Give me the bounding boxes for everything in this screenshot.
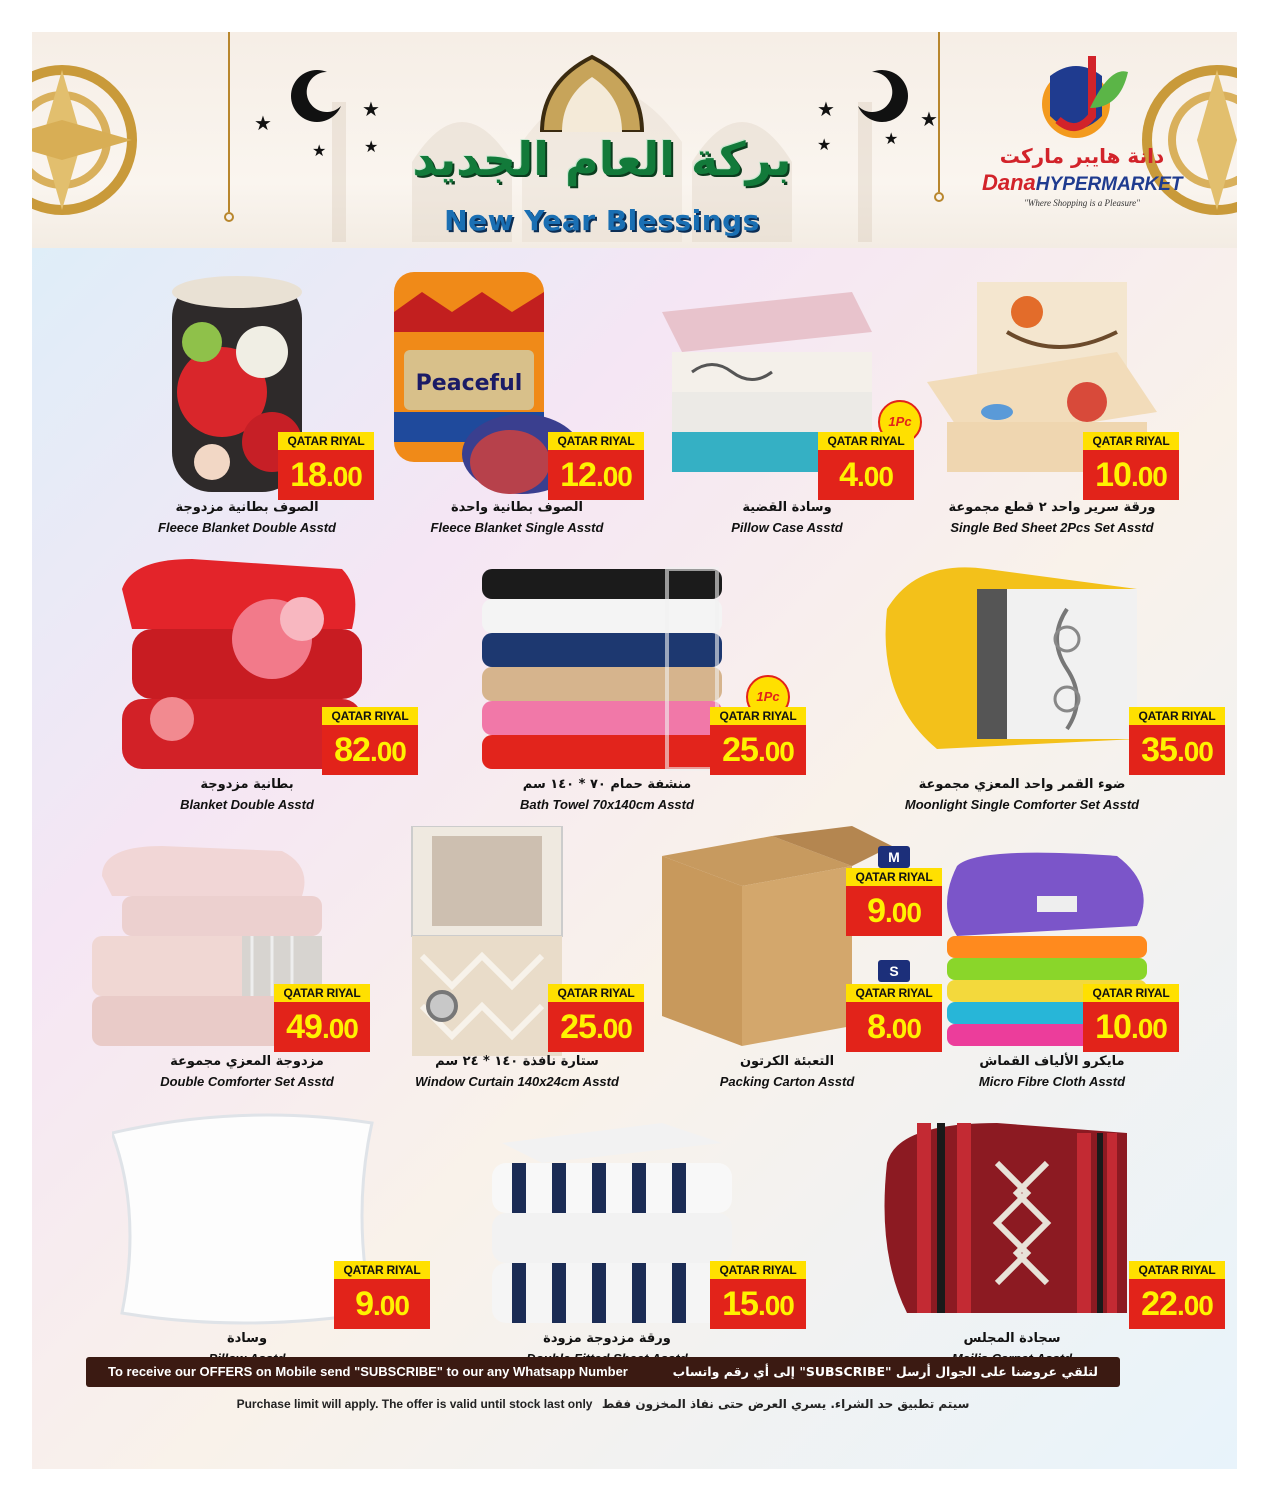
product-card[interactable] [102, 272, 392, 548]
currency-label: QATAR RIYAL [334, 1261, 430, 1279]
price-integer: 12 [560, 456, 596, 494]
currency-label: QATAR RIYAL [1129, 707, 1225, 725]
product-name-arabic: بطانية مزدوجة [200, 777, 294, 792]
price-integer: 8 [867, 1008, 885, 1046]
price-decimal: .00 [757, 736, 794, 767]
gold-ornament-icon [32, 42, 152, 238]
price-tag [278, 432, 374, 500]
product-name-arabic: الصوف بطانية واحدة [450, 500, 584, 515]
currency-label: QATAR RIYAL [274, 984, 370, 1002]
star-icon: ★ [817, 99, 835, 121]
price-decimal: .00 [884, 897, 921, 928]
price-value [278, 450, 374, 500]
currency-label: QATAR RIYAL [278, 432, 374, 450]
price-decimal: .00 [595, 461, 632, 492]
product-card[interactable] [642, 826, 932, 1102]
product-name-arabic: ورقة مزدوجة مزودة [543, 1331, 671, 1346]
price-value [710, 725, 806, 775]
price-integer: 82 [334, 731, 370, 769]
star-icon: ★ [362, 99, 380, 121]
price-tag [548, 432, 644, 500]
price-value [818, 450, 914, 500]
hanging-ring-icon [224, 212, 234, 222]
store-logo [982, 46, 1182, 246]
product-card[interactable] [867, 549, 1216, 825]
price-integer: 25 [560, 1008, 596, 1046]
header-banner [32, 32, 1237, 248]
price-tag [322, 707, 418, 775]
star-icon: ★ [254, 113, 272, 135]
star-icon: ★ [364, 139, 379, 156]
product-name-arabic: التعبئة الكرتون [739, 1054, 835, 1069]
purchase-limit-note [86, 1393, 1120, 1415]
price-integer: 9 [867, 892, 885, 930]
product-card[interactable] [102, 1103, 421, 1379]
product-card[interactable] [907, 826, 1197, 1102]
product-name-english: Blanket Double Asstd [180, 797, 314, 812]
price-tag [818, 432, 914, 500]
price-tag [1129, 707, 1225, 775]
star-icon: ★ [884, 131, 899, 148]
price-integer: 22 [1141, 1285, 1177, 1323]
hanging-ring-icon [934, 192, 944, 202]
price-value [1129, 725, 1225, 775]
price-value [274, 1002, 370, 1052]
product-name-english: Fleece Blanket Single Asstd [430, 520, 604, 535]
currency-label: QATAR RIYAL [710, 707, 806, 725]
purchase-limit-english: Purchase limit will apply. The offer is valid until stock last only [236, 1397, 593, 1411]
one-piece-badge: 1Pc [746, 675, 790, 719]
price-value [710, 1279, 806, 1329]
price-decimal: .00 [1176, 736, 1213, 767]
product-card[interactable] [642, 272, 932, 548]
product-name-arabic: مايكرو الألياف القماش [979, 1054, 1125, 1069]
logo-tagline: "Where Shopping is a Pleasure" [1024, 198, 1140, 208]
product-name-arabic: ستارة نافذة ١٤٠ * ٢٤ سم [435, 1054, 599, 1069]
currency-label: QATAR RIYAL [322, 707, 418, 725]
product-name-arabic: مزدوجة المعزي مجموعة [170, 1054, 324, 1069]
product-card[interactable] [907, 272, 1197, 548]
product-name-english: Window Curtain 140x24cm Asstd [415, 1074, 619, 1089]
currency-label: QATAR RIYAL [548, 984, 644, 1002]
size-badge-s: S [878, 960, 910, 982]
price-tag [1083, 984, 1179, 1052]
price-decimal: .00 [1130, 1013, 1167, 1044]
price-decimal: .00 [1130, 461, 1167, 492]
price-decimal: .00 [884, 1013, 921, 1044]
price-integer: 25 [722, 731, 758, 769]
price-integer: 9 [355, 1285, 373, 1323]
product-name-arabic: ضوء القمر واحد المعزي مجموعة [918, 777, 1126, 792]
logo-hypermarket: HYPERMARKET [1035, 174, 1183, 195]
logo-english-name [982, 170, 1182, 196]
currency-label: QATAR RIYAL [548, 432, 644, 450]
purchase-limit-arabic: سيتم تطبيق حد الشراء. يسري العرض حتى نفاذ المخزون فقط [601, 1397, 970, 1411]
hanging-string [938, 32, 940, 192]
subscribe-offer-english: To receive our OFFERS on Mobile send "SUBSCRIBE" to our any Whatsapp Number [108, 1364, 628, 1379]
currency-label: QATAR RIYAL [846, 984, 942, 1002]
product-card[interactable] [72, 826, 362, 1102]
product-name-english: Single Bed Sheet 2Pcs Set Asstd [950, 520, 1154, 535]
price-integer: 4 [839, 456, 857, 494]
product-name-english: Double Comforter Set Asstd [160, 1074, 334, 1089]
product-name-english: Packing Carton Asstd [719, 1074, 855, 1089]
price-integer: 35 [1141, 731, 1177, 769]
one-piece-badge: 1Pc [878, 400, 922, 444]
price-value [1083, 1002, 1179, 1052]
price-tag [1083, 432, 1179, 500]
product-name-arabic: ورقة سرير واحد ٢ قطع مجموعة [948, 500, 1156, 515]
price-decimal: .00 [321, 1013, 358, 1044]
dome-icon [532, 52, 652, 132]
product-name-arabic: سجادة المجلس [963, 1331, 1061, 1346]
product-card[interactable] [472, 549, 797, 825]
logo-dana: Dana [982, 170, 1036, 195]
price-value [548, 1002, 644, 1052]
campaign-title-english: New Year Blessings [444, 204, 760, 237]
price-value [322, 725, 418, 775]
campaign-title-arabic: بركة العام الجديد [412, 132, 792, 186]
product-name-english: Pillow Case Asstd [731, 520, 843, 535]
price-integer: 10 [1095, 456, 1131, 494]
price-decimal: .00 [1176, 1290, 1213, 1321]
currency-label: QATAR RIYAL [846, 868, 942, 886]
price-integer: 18 [290, 456, 326, 494]
red-majlis-carpet-icon [877, 1103, 1147, 1333]
product-name-arabic: وسادة القضية [742, 500, 832, 515]
subscribe-offer-arabic: لتلقي عروضنا على الجوال أرسل "SUBSCRIBE" إلى أي رقم واتساب [672, 1364, 1098, 1379]
price-value [1083, 450, 1179, 500]
currency-label: QATAR RIYAL [1083, 432, 1179, 450]
flyer-page [32, 32, 1237, 1469]
price-decimal: .00 [325, 461, 362, 492]
subscribe-offer-bar [86, 1357, 1120, 1387]
price-decimal: .00 [369, 736, 406, 767]
crescent-moon-icon [852, 66, 912, 126]
product-name-english: Fleece Blanket Double Asstd [158, 520, 336, 535]
currency-label: QATAR RIYAL [1129, 1261, 1225, 1279]
price-integer: 10 [1095, 1008, 1131, 1046]
price-decimal: .00 [757, 1290, 794, 1321]
product-card[interactable] [472, 1103, 797, 1379]
product-name-arabic: الصوف بطانية مزدوجة [175, 500, 319, 515]
dana-logo-icon [1030, 46, 1130, 146]
price-value [334, 1279, 430, 1329]
price-value [1129, 1279, 1225, 1329]
price-tag [274, 984, 370, 1052]
price-decimal: .00 [856, 461, 893, 492]
product-card[interactable] [372, 826, 662, 1102]
star-icon: ★ [312, 143, 327, 160]
size-badge-m: M [878, 846, 910, 868]
price-tag [710, 1261, 806, 1329]
price-tag [710, 707, 806, 775]
product-name-english: Bath Towel 70x140cm Asstd [520, 797, 694, 812]
currency-label: QATAR RIYAL [1083, 984, 1179, 1002]
product-name-arabic: وسادة [226, 1331, 268, 1346]
product-name-english: Micro Fibre Cloth Asstd [978, 1074, 1126, 1089]
price-decimal: .00 [372, 1290, 409, 1321]
price-tag [1129, 1261, 1225, 1329]
crescent-moon-icon [287, 66, 347, 126]
price-tag [548, 984, 644, 1052]
price-tag [334, 1261, 430, 1329]
star-icon: ★ [817, 137, 832, 154]
product-card[interactable] [102, 549, 409, 825]
currency-label: QATAR RIYAL [818, 432, 914, 450]
hanging-string [228, 32, 230, 212]
price-integer: 49 [286, 1008, 322, 1046]
price-integer: 15 [722, 1285, 758, 1323]
pack-label: Peaceful [415, 371, 523, 396]
price-decimal: .00 [595, 1013, 632, 1044]
product-card[interactable] [372, 272, 662, 548]
price-value [548, 450, 644, 500]
logo-arabic-name: دانة هايبر ماركت [999, 144, 1165, 168]
currency-label: QATAR RIYAL [710, 1261, 806, 1279]
star-icon: ★ [920, 109, 938, 131]
yellow-comforter-icon [877, 549, 1147, 779]
product-card[interactable] [867, 1103, 1216, 1379]
product-name-english: Moonlight Single Comforter Set Asstd [904, 797, 1140, 812]
product-name-arabic: منشفة حمام ٧٠ * ١٤٠ سم [522, 777, 692, 792]
